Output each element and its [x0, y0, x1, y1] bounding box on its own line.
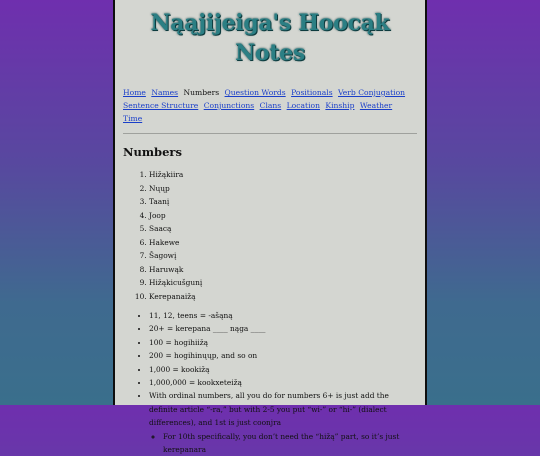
nav-time[interactable]: Time — [123, 114, 143, 123]
nav-sentence-structure[interactable]: Sentence Structure — [123, 101, 199, 110]
nav-clans[interactable]: Clans — [259, 101, 282, 110]
nav-names[interactable]: Names — [151, 88, 179, 97]
nav-positionals[interactable]: Positionals — [291, 88, 333, 97]
number-item: 3. Taanį — [149, 195, 425, 209]
nav-question-words[interactable]: Question Words — [224, 88, 286, 97]
note-item: • 1,000 = kookižą — [149, 363, 417, 376]
number-item: 5. Saacą — [149, 222, 425, 236]
note-item: • 20+ = kerepana ____ nąga ____ — [149, 322, 417, 335]
sub-notes-list — [149, 430, 417, 456]
number-item: 9. Hižąkicušgunį — [149, 276, 425, 290]
nav-weather[interactable]: Weather — [359, 101, 393, 110]
content-panel — [113, 0, 427, 455]
numbers-list — [139, 168, 425, 303]
main-nav — [123, 86, 417, 125]
nav-numbers-current: Numbers — [183, 88, 220, 97]
note-item: • 200 = hogihinųųp, and so on — [149, 349, 417, 362]
note-item: • 100 = hogihiižą — [149, 336, 417, 349]
divider — [123, 133, 417, 134]
nav-verb-conjugation[interactable]: Verb Conjugation — [338, 88, 406, 97]
number-item: 6. Hakewe — [149, 236, 425, 250]
nav-kinship[interactable]: Kinship — [325, 101, 355, 110]
number-item: 4. Joop — [149, 209, 425, 223]
sub-note-item: ◦ For 10th specifically, you don’t need the “hižą” part, so it’s just kerepanara — [163, 430, 417, 456]
note-item: • 1,000,000 = kookxeteižą — [149, 376, 417, 389]
note-ordinals-text: With ordinal numbers, all you do for numbers 6+ is just add the definite article “-ra,” but with 2-5 you put “wi-” or “hi-” (dialect differences), and 1st is just coonjra — [149, 391, 389, 428]
nav-home[interactable]: Home — [123, 88, 146, 97]
page-heading: Numbers — [123, 145, 182, 159]
number-item: 1. Hižąkiira — [149, 168, 425, 182]
site-title: Nąąjijeiga's Hoocąk Notes — [150, 10, 390, 66]
number-item: 10. Kerepanaižą — [149, 290, 425, 304]
number-item: 8. Haruwąk — [149, 263, 425, 277]
nav-conjunctions[interactable]: Conjunctions — [203, 101, 255, 110]
number-item: 7. Šagowį — [149, 249, 425, 263]
note-item-ordinals — [149, 389, 417, 456]
nav-location[interactable]: Location — [286, 101, 320, 110]
note-item: • 11, 12, teens = -ašąną — [149, 309, 417, 322]
notes-list — [139, 309, 417, 456]
number-item: 2. Nųųp — [149, 182, 425, 196]
